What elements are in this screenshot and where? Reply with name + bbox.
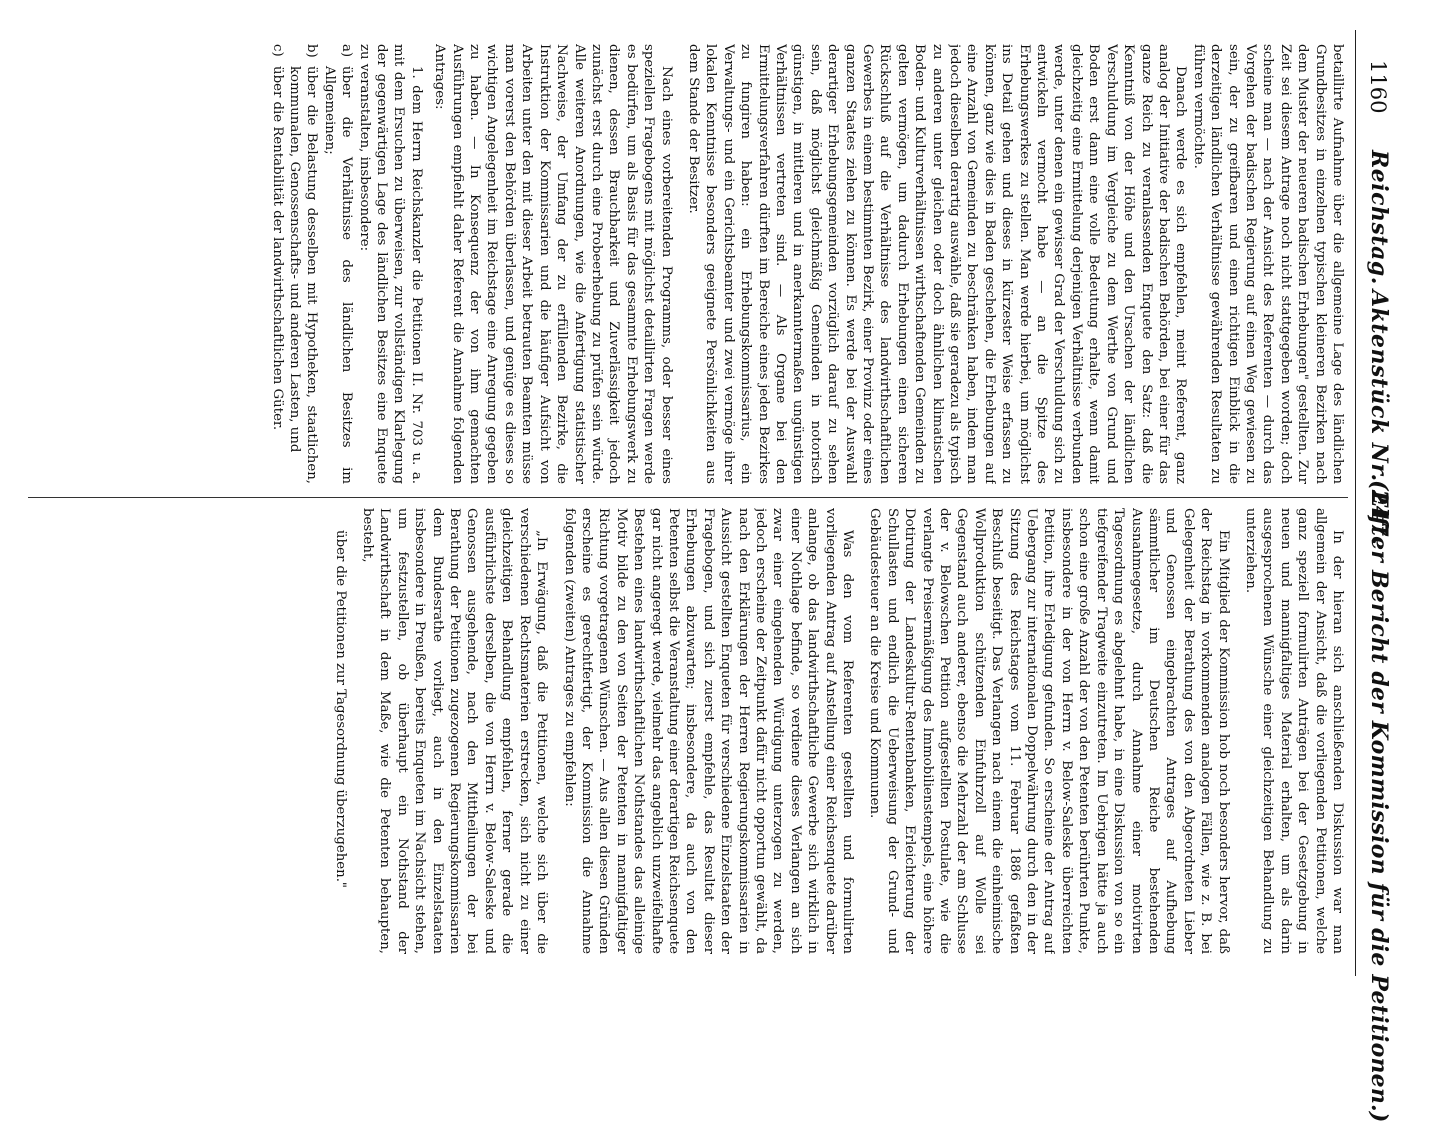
- header-rule: [1355, 30, 1356, 976]
- page-number: 1160: [1366, 60, 1390, 114]
- list-item-label: a): [339, 44, 355, 58]
- list-item: [268, 44, 285, 484]
- paragraph: Nach eines vorbereitenden Programms, oder besser eines speziellen Fragebogens mit möglichst detaillirten Fragen werde es bedürfen, um als Basis für das gesammte Erhebungswerk zu dienen, dessen Brauchbarkeit und Zuverlässigkeit jedoch zunächst erst durch eine Probeerhebung zu prüfen sein würde. Alle weiteren Anordnungen, wie die Anfertigung statistischer Nachweise, der Umfang der zu erfüllenden Bezirke, die Instruktion der Kommissarien und die häufiger Aufsicht von Arbeiten unter den mit dieser Arbeit betrauten Beamten müsse man vorerst den Behörden überlassen, und genüge es dieses so wichtigen Angelegenheit im Reichstage eine Anregung gegeben zu haben. — In Konsequenz der von ihm gemachten Ausführungen empfiehlt daher Referent die Annahme folgenden Antrages:: [432, 44, 674, 484]
- list-item-text: über die Rentabilität der landwirthschaftlichen Güter.: [269, 66, 285, 431]
- paragraph: betaillirte Aufnahme über die allgemeine Lage des ländlichen Grundbesitzes in einzelnen typischen kleineren Bezirken nach dem Muster der neueren badischen Erhebungen" gestellten. Zur Zeit sei diesem Antrage noch nicht stattgegeben worden; doch scheine man — nach der Ansicht des Referenten — durch das Vorgehen der badischen Regierung auf einen Weg gewiesen zu sein, der zu greifbaren und einen richtigen Einblick in die derzeitigen ländlichen Verhältnisse gewährenden Resultaten zu führen vermöchte.: [1190, 44, 1345, 484]
- resolution-conclusion: über die Petitionen zur Tagesordnung überzugehen.": [332, 530, 348, 889]
- list-item: [320, 44, 355, 484]
- header-doc-ref: Aktenstück Nr. 247.: [1366, 290, 1392, 546]
- motion-list: [268, 44, 425, 484]
- list-item-text: über die Verhältnisse des ländlichen Besitzes im Allgemeinen;: [321, 66, 355, 484]
- right-column: [26, 508, 1346, 954]
- paragraph: Was den vom Referenten gestellten und formulirten vorliegenden Antrag auf Anstellung einer Reichsenquete darüber anlange, ob das landwirthschaftliche Gewerbe sich wirklich in einer Nothlage befinde, so verdiene dieses Verlangen an sich zwar einer eingehenden Würdigung unterzogen zu werden, jedoch erscheine der Zeitpunkt dafür nicht opportun gewählt, da nach den Erklärungen der Herren Regierungskommissarien in Aussicht gestellten Enqueten für verschiedene Einzelstaaten der Fragebogen, und sich zuerst empfehle, das Resultat dieser Erhebungen abzuwarten; insbesondere, da auch von den Petenten selbst die Veranstaltung einer derartigen Reichsenquete gar nicht angeregt werde, vielmehr das angeblich unzweifelhafte Bestehen eines landwirthschaftlichen Nothstandes das alleinige Motiv bilde zu den von Seiten der Petenten in mannigfaltiger Richtung vorgetragenen Wünschen. — Aus allen diesen Gründen erscheine es gerechtfertigt, der Kommission die Annahme folgenden (zweiten) Antrages zu empfehlen:: [561, 508, 856, 954]
- header-right-title: (Elfter Bericht der Kommission für die Petitionen.): [1366, 480, 1392, 1123]
- list-item-text: über die Belastung desselben mit Hypotheken, staatlichen, kommunalen, Genossenschafts- und anderen Lasten, und: [287, 66, 320, 484]
- list-item: [286, 44, 321, 484]
- list-item-label: c): [269, 44, 285, 57]
- page-header: [1362, 30, 1392, 1123]
- resolution-quote: „In Erwägung, daß die Petitionen, welche sich über die verschiedenen Rechtsmaterien erstrecken, sich nicht zu einer gleichzeitigen Behandlung empfehlen, ferner gerade die ausführlichste derselben, die von Herrn v. Below-Saleske und Genossen ausgehende, nach den Mittheilungen der bei Berathung der Petitionen zugezogenen Regierungskommissarien dem Bundesrathe vorliegt, auch in den Einzelstaaten insbesondere in Preußen, bereits Enqueten im Nachsicht stehen, um festzustellen, ob überhaupt ein Nothstand der Landwirthschaft in dem Maße, wie die Petenten behaupten, besteht,: [360, 508, 550, 954]
- header-left-title: Reichstag.: [1366, 150, 1392, 285]
- column-divider: [28, 497, 1348, 498]
- list-item-label: b): [304, 44, 320, 58]
- paragraph: Ein Mitglied der Kommission hob noch besonders hervor, daß der Reichstag in vorkommenden analogen Fällen, wie z. B. bei Gelegenheit der Berathung des von den Abgeordneten Lieber und Genossen eingebrachten Antrages auf Aufhebung sämmtlicher im Deutschen Reiche bestehenden Ausnahmegesetze, durch Annahme einer motivirten Tagesordnung es abgelehnt habe, in eine Diskussion von so ein tiefgreifender Tragweite einzutreten. Im Uebrigen hätte ja auch schon eine große Anzahl der von den Petenten berührten Punkte, insbesondere in der von Herrn v. Below-Saleske überreichten Petition, ihre Erledigung gefunden. So erscheine der Antrag auf Uebergang zur internationalen Doppelwährung durch den in der Sitzung des Reichstages vom 11. Februar 1886 gefaßten Beschluß beseitigt. Das Verlangen nach einem die einheimische Wollproduktion schützenden Einfuhrzoll auf Wolle sei Gegenstand auch anderer, ebenso die Mehrzahl der am Schlusse der v. Belowschen Petition aufgestellten Postulate, wie die verlangte Preisermäßigung des Immobilienstempels, eine höhere Dotirung der Landeskultur-Rentenbanken, Erleichterung der Schullasten und endlich die Ueberweisung der Grund- und Gebäudesteuer an die Kreise und Kommunen.: [867, 508, 1231, 954]
- paragraph: In der hieran sich anschließenden Diskussion war man allgemein der Ansicht, daß die vorliegenden Petitionen, welche ganz speziell formulirten Anträgen bei der Gesetzgebung in neuen und mannigfaltiges Material erhalten, um als darin ausgesprochenen Wünsche einer gleichzeitigen Behandlung zu unterziehen.: [1242, 508, 1345, 954]
- left-column: [26, 44, 1346, 484]
- paragraph: Danach werde es sich empfehlen, meint Referent, ganz analog der Initiative der badischen Behörden, bei einer für das ganze Reich zu veranlassenden Enquete den Satz: daß die Kenntniß von der Höhe und den Ursachen der ländlichen Verschuldung im Vergleiche zu dem Werthe von Grund und Boden erst dann eine volle Bedeutung erhalte, wenn damit gleichzeitig eine Ermittelung derjenigen Verhältnisse verbunden werde, unter denen ein gewisser Grad der Verschuldung sich zu entwickeln vermocht habe — an die Spitze des Erhebungswerkes zu stellen. Man werde hierbei, um möglichst ins Detail gehen und dieses in kürzester Weise erfassen zu können, ganz wie dies in Baden geschehen, die Erhebungen auf eine Anzahl von Gemeinden zu beschränken haben, indem man jedoch dieselben derartig auswähle, daß sie geradezu als typisch zu anderen unter gleichen oder doch ähnlichen klimatischen Boden- und Kulturverhältnissen wirthschaftenden Gemeinden zu gelten vermögen, um dadurch Erhebungen einen sicheren Rückschluß auf die Verhältnisse des landwirthschaftlichen Gewerbes in einem bestimmten Bezirk, einer Provinz oder eines ganzen Staates ziehen zu können. Es werde bei der Auswahl derartiger Erhebungsgemeinden vorzüglich darauf zu sehen sein, daß möglichst gleichmäßig Gemeinden in notorisch günstigen, in mittleren und in anerkanntermaßen ungünstigen Verhältnissen vertreten sind. — Als Organe bei den Ermittelungsverfahren dürften im Bereiche eines jeden Bezirkes zu fungiren haben: ein Erhebungskommissarius, ein Verwaltungs- und ein Gerichtsbeamter und zwei vermöge ihrer lokalen Kenntnisse besonders geeignete Persönlichkeiten aus dem Stande der Besitzer.: [685, 44, 1189, 484]
- motion-intro: 1. dem Herrn Reichskanzler die Petitionen II. Nr. 703 u. a. mit dem Ersuchen zu überweisen, zur vollständigen Klarlegung der gegenwärtigen Lage des ländlichen Besitzes eine Enquete zu veranstalten, insbesondere:: [356, 44, 424, 484]
